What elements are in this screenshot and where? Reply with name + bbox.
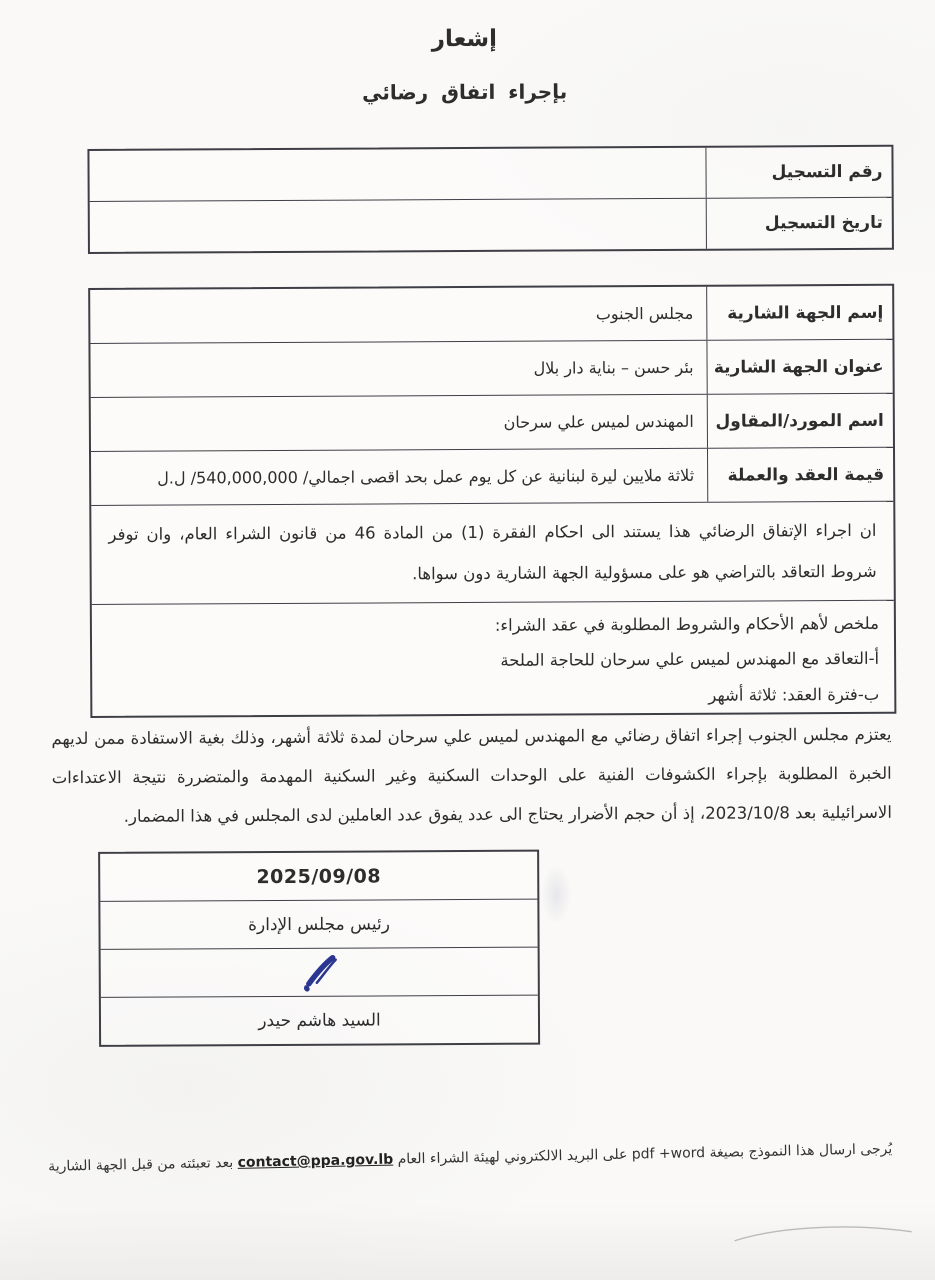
contract-value-value: ثلاثة ملايين ليرة لبنانية عن كل يوم عمل بحد اقصى اجمالي/ 540,000,000/ ل.ل [157,465,695,488]
summary-row [92,600,895,716]
buyer-name-label: إسم الجهة الشارية [706,286,892,340]
registration-table [87,145,894,254]
signature-table [98,850,540,1047]
stray-pen-mark-icon [733,1220,915,1253]
footer-text-before: يُرجى ارسال هذا النموذج بصيغة pdf +word على البريد الالكتروني لهيئة الشراء العام [393,1141,893,1168]
supplier-name-label: اسم المورد/المقاول [707,394,893,448]
contract-value-row [91,447,893,505]
contract-value-label: قيمة العقد والعملة [707,448,893,502]
signer-role: رئيس مجلس الإدارة [100,899,537,949]
buyer-name-row [90,286,892,343]
supplier-name-row [91,393,893,451]
supplier-name-value: المهندس لميس علي سرحان [503,411,694,432]
registration-date-value [90,224,706,227]
buyer-name-value: مجلس الجنوب [595,303,694,324]
registration-date-label: تاريخ التسجيل [706,198,892,249]
registration-number-row [89,147,891,201]
legal-note-row [91,501,894,604]
signature-cell [101,947,538,997]
intent-paragraph: يعتزم مجلس الجنوب إجراء اتفاق رضائي مع المهندس لميس علي سرحان لمدة ثلاثة أشهر، وذلك بغية الاستفادة ممن لديهم الخبرة المطلوبة بإجراء الكشوفات الفنية على الوحدات السكنية وغير السكنية المهدمة والمتضررة نتيجة الاعتداءات الاسرائيلية بعد 2023/10/8، إذ أن حجم الأضرار يحتاج الى عدد يفوق عدد العاملين لدى المجلس في هذا المضمار. [51,724,892,826]
buyer-address-row [90,339,892,397]
signature-date: 2025/09/08 [256,864,382,888]
registration-number-value [90,173,706,176]
footer-note [28,1141,913,1176]
summary-heading: ملخص لأهم الأحكام والشروط المطلوبة في عقد الشراء: [494,613,879,635]
buyer-address-value: بئر حسن – بناية دار بلال [533,357,694,378]
registration-date-row [90,197,892,252]
pen-signature-icon [296,953,342,991]
details-table [88,284,896,718]
email-link[interactable]: contact@ppa.gov.lb [237,1151,394,1171]
summary-item-a: أ-التعاقد مع المهندس لميس علي سرحان للحاجة الملحة [500,649,880,671]
document-subtitle: بإجراء اتفاق رضائي [362,79,568,105]
signer-name: السيد هاشم حيدر [101,995,538,1045]
footer-text-after: بعد تعبئته من قبل الجهة الشارية [48,1154,238,1175]
scan-smudge [541,864,571,924]
summary-item-b: ب-فترة العقد: ثلاثة أشهر [708,684,880,705]
registration-number-label: رقم التسجيل [705,147,891,198]
legal-note-text: ان اجراء الإتفاق الرضائي هذا يستند الى احكام الفقرة (1) من المادة 46 من قانون الشراء العام، وان توفر شروط التعاقد بالتراضي هو على مسؤولية الجهة الشارية دون سواها. [108,520,877,584]
document-title: إشعار [431,25,498,53]
buyer-address-label: عنوان الجهة الشارية [706,340,892,394]
